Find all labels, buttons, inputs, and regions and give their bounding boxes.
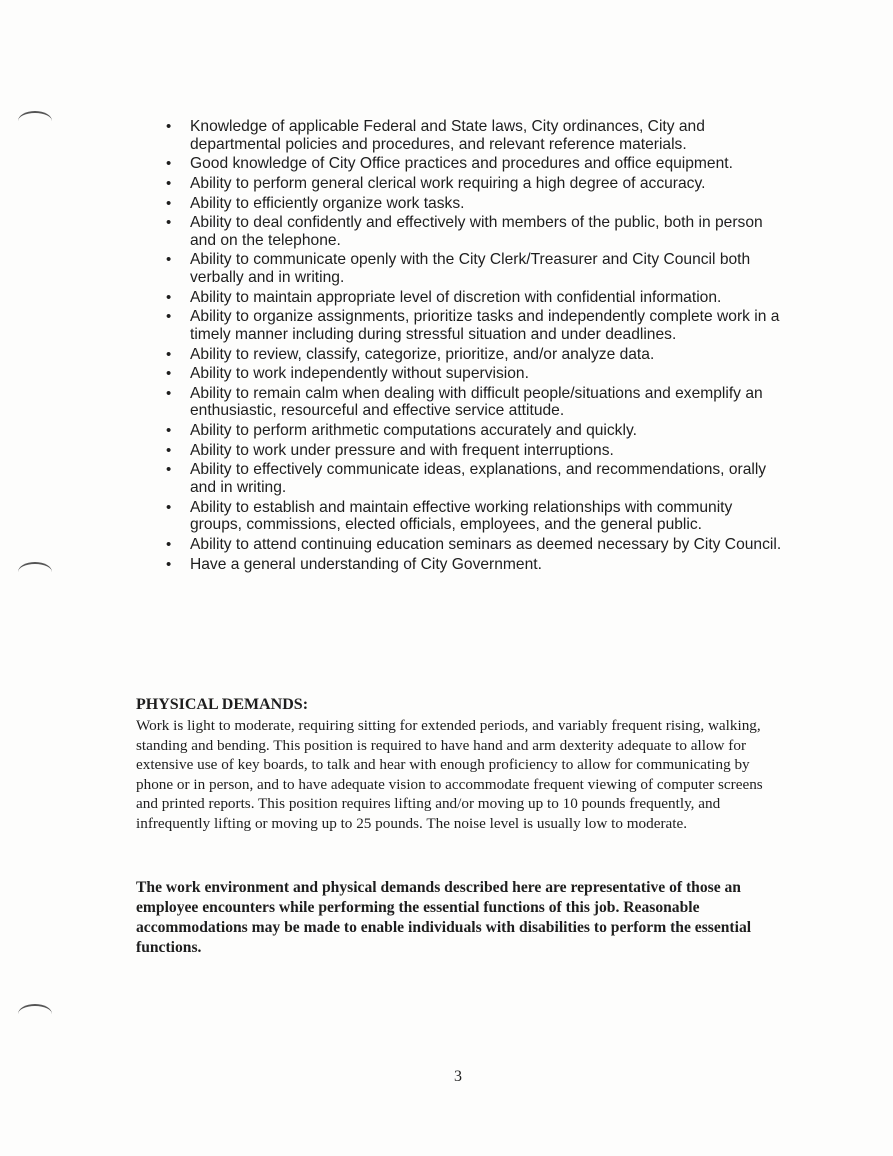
list-item: • Ability to maintain appropriate level of discretion with confidential information. xyxy=(166,289,786,307)
hole-punch-mark xyxy=(18,562,52,582)
abilities-list xyxy=(166,118,786,575)
accommodations-notice: The work environment and physical demands described here are representative of those an employee encounters while performing the essential functions of this job. Reasonable accommodations may be made to enable individuals with disabilities to perform the essential functions. xyxy=(136,879,752,956)
physical-demands-section xyxy=(136,696,786,834)
list-item: • Ability to attend continuing education seminars as deemed necessary by City Council. xyxy=(166,536,786,554)
hole-punch-mark xyxy=(18,111,52,131)
list-item: • Ability to organize assignments, prioritize tasks and independently complete work in a timely manner including during stressful situation and under deadlines. xyxy=(166,308,786,343)
list-item: • Good knowledge of City Office practices and procedures and office equipment. xyxy=(166,155,786,173)
list-item: • Ability to work under pressure and with frequent interruptions. xyxy=(166,442,786,460)
hole-punch-mark xyxy=(18,1004,52,1024)
list-item: • Ability to remain calm when dealing with difficult people/situations and exemplify an enthusiastic, resourceful and effective service attitude. xyxy=(166,385,786,420)
list-item: • Ability to work independently without supervision. xyxy=(166,365,786,383)
physical-demands-heading: PHYSICAL DEMANDS: xyxy=(136,696,309,713)
list-item: • Ability to perform arithmetic computations accurately and quickly. xyxy=(166,422,786,440)
list-item: • Ability to efficiently organize work tasks. xyxy=(166,195,786,213)
list-item: • Ability to effectively communicate ideas, explanations, and recommendations, orally and in writing. xyxy=(166,461,786,496)
list-item: • Ability to establish and maintain effective working relationships with community groups, commissions, elected officials, employees, and the general public. xyxy=(166,499,786,534)
list-item: • Ability to perform general clerical work requiring a high degree of accuracy. xyxy=(166,175,786,193)
list-item: • Ability to deal confidently and effectively with members of the public, both in person and on the telephone. xyxy=(166,214,786,249)
list-item: • Ability to communicate openly with the City Clerk/Treasurer and City Council both verbally and in writing. xyxy=(166,251,786,286)
page-number: 3 xyxy=(454,1068,462,1085)
list-item: • Ability to review, classify, categorize, prioritize, and/or analyze data. xyxy=(166,346,786,364)
list-item: • Knowledge of applicable Federal and State laws, City ordinances, City and departmental policies and procedures, and relevant reference materials. xyxy=(166,118,786,153)
list-item: • Have a general understanding of City Government. xyxy=(166,556,786,574)
physical-demands-body: Work is light to moderate, requiring sitting for extended periods, and variably frequent rising, walking, standing and bending. This position is required to have hand and arm dexterity adequate to allow for extensive use of key boards, to talk and hear with enough proficiency to allow for communicating by phone or in person, and to have adequate vision to accommodate frequent viewing of computer screens and printed reports. This position requires lifting and/or moving up to 10 pounds frequently, and infrequently lifting or moving up to 25 pounds. The noise level is usually low to moderate. xyxy=(136,717,763,832)
